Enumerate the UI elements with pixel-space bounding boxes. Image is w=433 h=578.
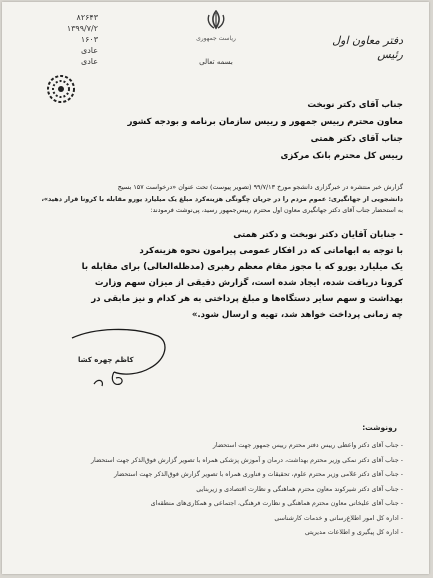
letter-body: [21, 182, 403, 217]
quote-line: کرونا دریافت شده، ایجاد شده است، گزارش دقیقی از میزان سهم وزارت: [94, 278, 403, 288]
office-title-block: [332, 34, 403, 62]
office-subtitle: رئیس: [377, 48, 403, 61]
cc-item: - جناب آقای دکتر شیرکوند معاون محترم هماهنگی و نظارت اقتصادی و زیربنایی: [196, 485, 403, 493]
signer-name: کاظم چهره کشا: [78, 356, 134, 364]
cc-item: - جناب آقای علیخانی معاون محترم هماهنگی و نظارت فرهنگی، اجتماعی و همکاری‌های منطقه‌ای: [150, 500, 403, 507]
cc-item: - جناب آقای دکتر غلامی وزیر محترم علوم، تحقیقات و فناوری همراه با تصویر گزارش فوق‌الذکر جهت استحضار: [113, 471, 403, 478]
body-line: به استحضار جناب آقای دکتر جهانگیری معاون اول محترم رییس‌جمهور رسید، پی‌نوشت فرمودند:: [150, 206, 403, 214]
emblem-caption: ریاست جمهوری: [196, 35, 236, 42]
cc-heading: رونوشت:: [362, 423, 397, 432]
priority-label: عادی: [80, 57, 98, 66]
body-line: دانشجویی از جهانگیری: عموم مردم را در جریان چگونگی هزینه‌کرد مبلغ یک میلیارد یورو مقابله با کرونا قرار دهید»،: [41, 194, 403, 203]
letter-reference: ۱۶۰۳: [80, 35, 98, 44]
recipients-block: [23, 97, 403, 165]
cc-item: - جناب آقای دکتر واعظی رییس دفتر محترم رییس جمهور جهت استحضار: [212, 442, 403, 449]
quote-line: یک میلیارد یورو که با مجوز مقام معظم رهبری (مدظله‌العالی) برای مقابله با: [81, 262, 403, 272]
letter-number: ۸۲۶۴۳: [76, 13, 98, 22]
body-line: گزارش خبر منتشره در خبرگزاری دانشجو مورخ ۹۹/۷/۱۳ (تصویر پیوست) تحت عنوان «درخواست ۱۵۷ بسیج: [117, 183, 403, 191]
cc-list: [25, 439, 403, 541]
quote-line: چه زمانی پرداخت خواهد شد، تهیه و ارسال شود.»: [191, 310, 403, 320]
quote-line: - جنابان آقایان دکتر نوبخت و دکتر همتی: [233, 230, 403, 240]
cc-item: - اداره کل امور اطلاع‌رسانی و خدمات کارشناسی: [274, 514, 403, 522]
bismillah-heading: بسمه تعالی: [199, 58, 233, 66]
quote-line: با توجه به ابهاماتی که در افکار عمومی پیرامون نحوه هزینه‌کرد: [139, 246, 403, 256]
letter-metadata: [24, 12, 98, 67]
cc-item: - اداره کل پیگیری و اطلاعات مدیریتی: [304, 529, 403, 536]
letter-page: [2, 2, 429, 574]
classification-label: عادی: [80, 46, 98, 55]
iran-emblem-icon: [205, 10, 227, 30]
office-title: دفتر معاون اول: [332, 34, 403, 47]
letter-date: ۱۳۹۹/۷/۲: [66, 24, 98, 33]
recipient-line: جناب آقای دکتر نوبخت: [307, 100, 403, 110]
quoted-directive: [21, 227, 403, 323]
cc-item: - جناب آقای دکتر نمکی وزیر محترم بهداشت، درمان و آموزش پزشکی همراه با تصویر گزارش فوق‌الذکر جهت استحضار: [91, 456, 403, 464]
recipient-line: معاون محترم رییس جمهور و رییس سازمان برنامه و بودجه کشور: [127, 117, 403, 127]
letterhead-emblem: [194, 10, 238, 66]
recipient-line: جناب آقای دکتر همتی: [310, 134, 403, 144]
quote-line: بهداشت و سهم سایر دستگاه‌ها و مبلغ پرداختی به هر کدام و نیز مابقی در: [91, 294, 403, 304]
recipient-line: رییس کل محترم بانک مرکزی: [280, 151, 403, 161]
